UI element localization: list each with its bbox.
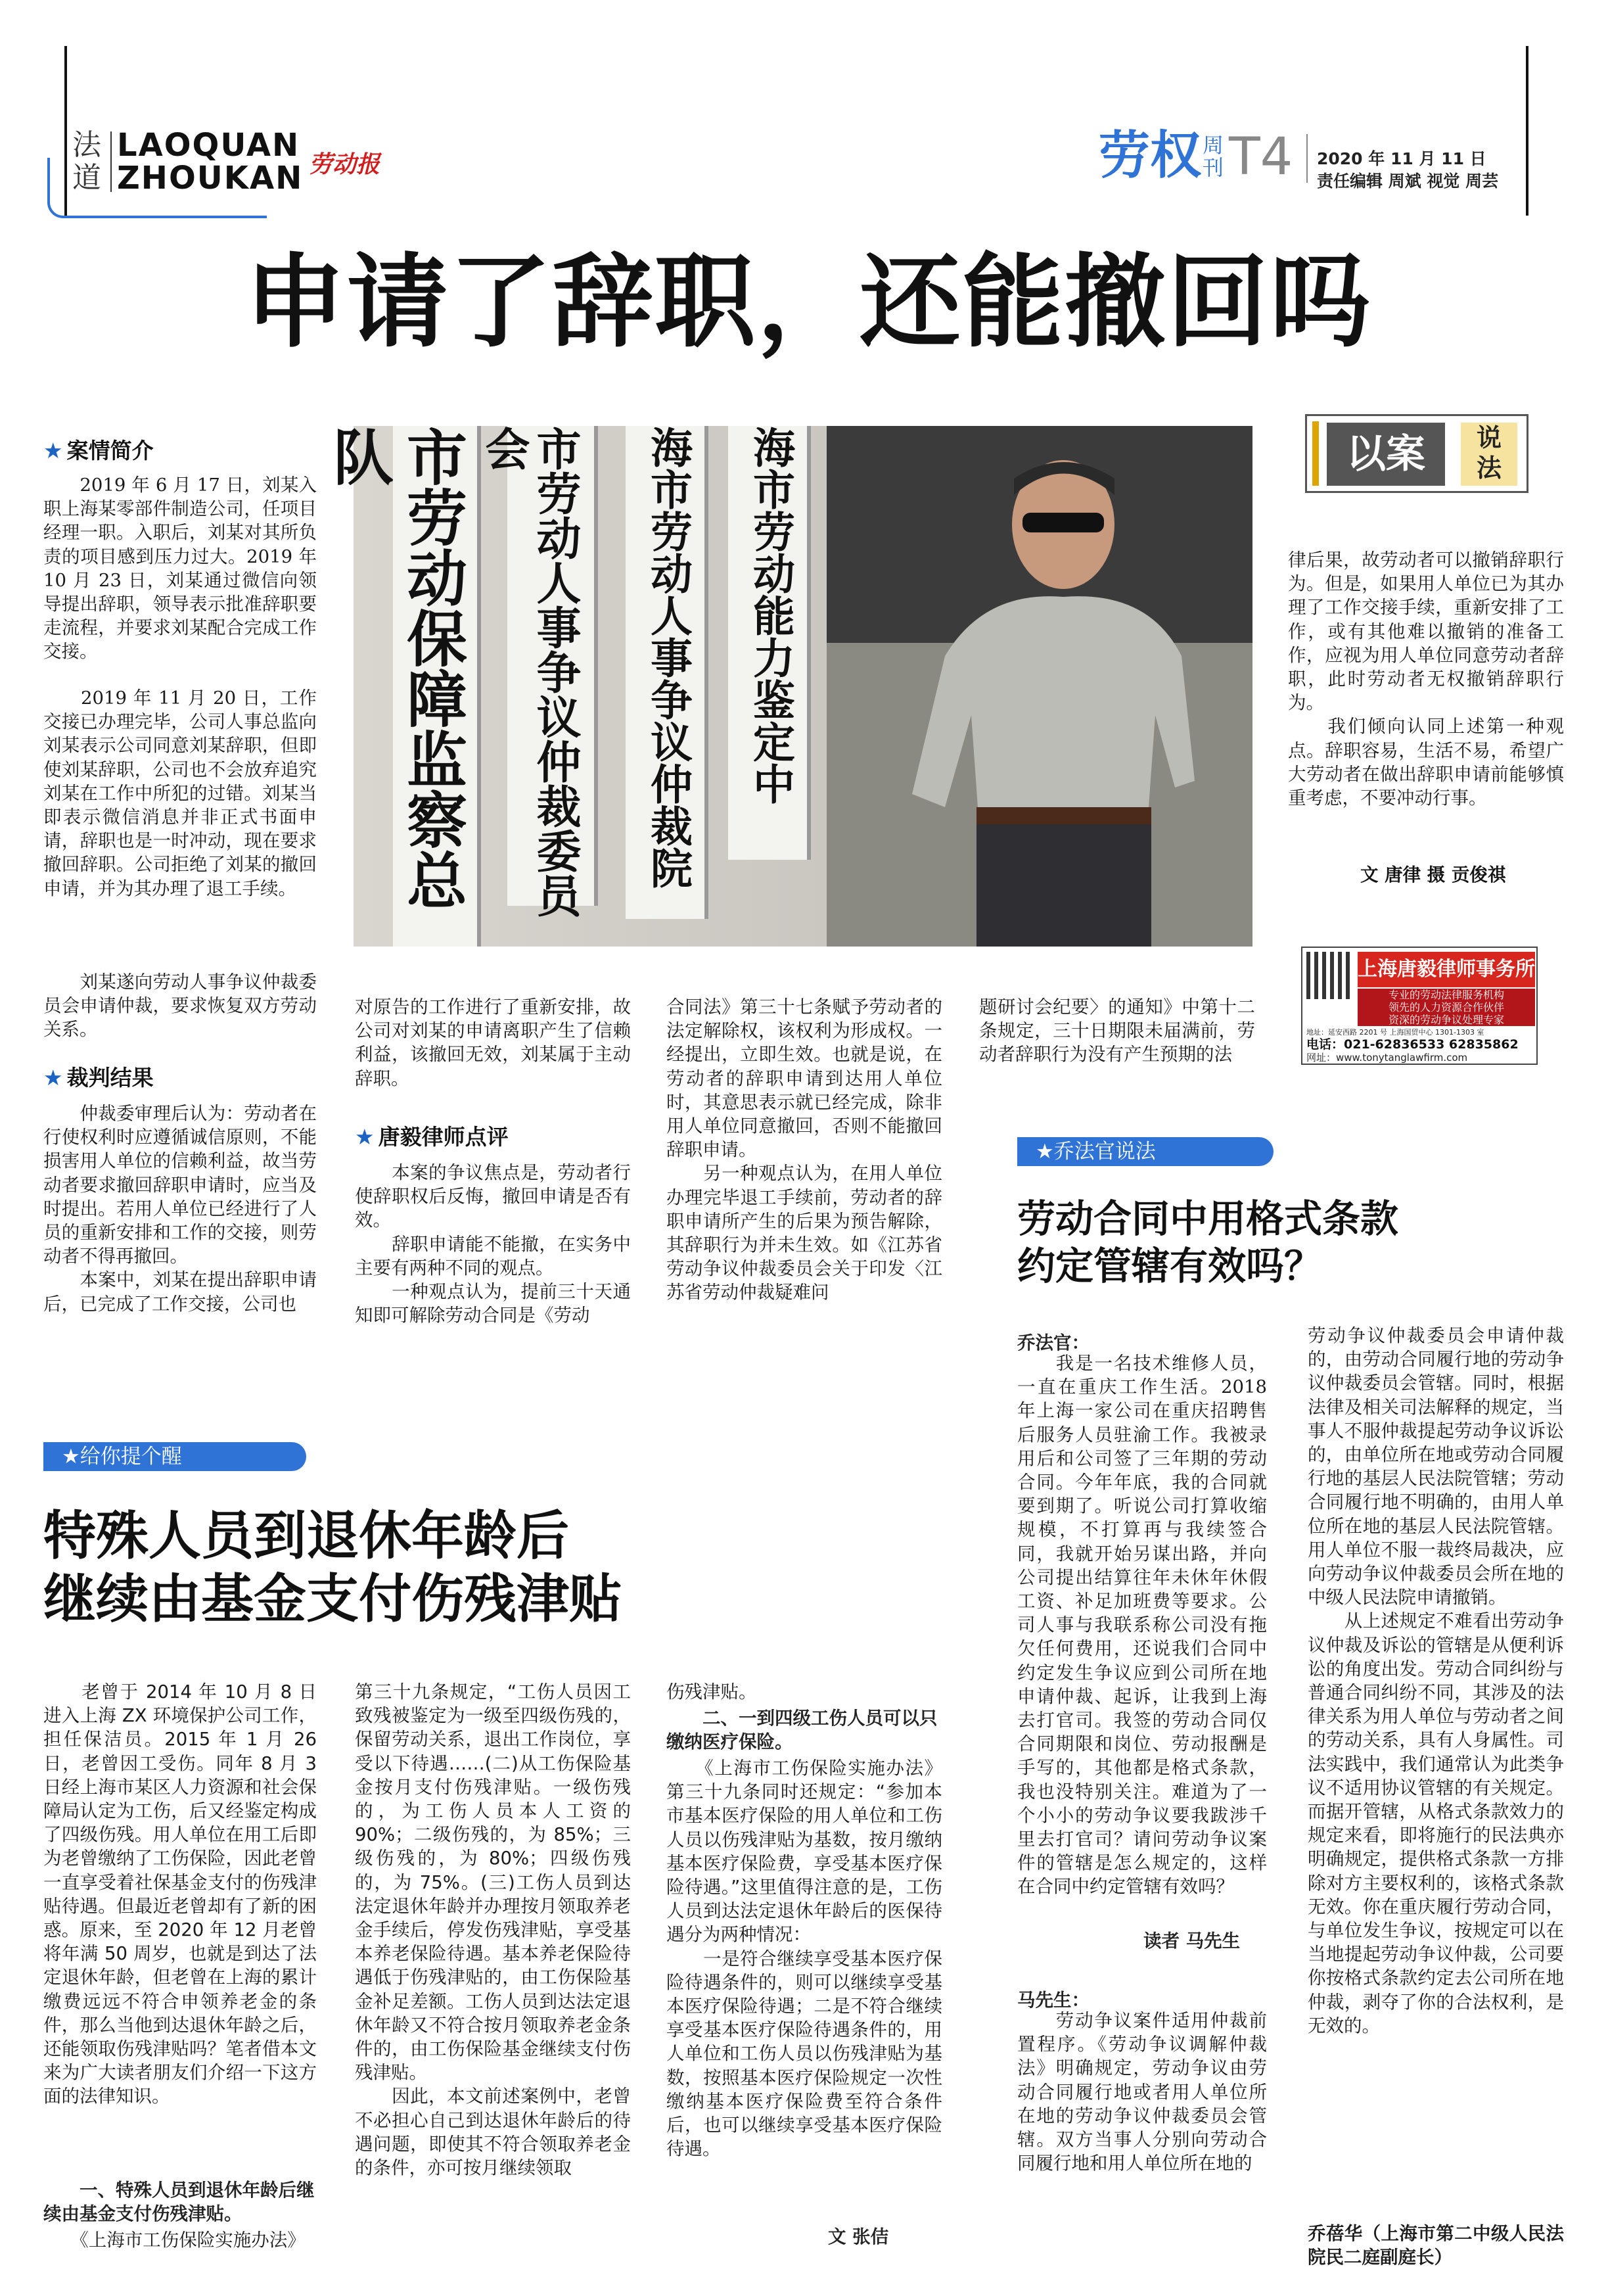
ad-address: 地址：延安西路 2201 号 上海国贸中心 1301-1303 室 [1306,1028,1484,1037]
reminder-col3-b: 《上海市工伤保险实施办法》第三十九条同时还规定：“参加本市基本医疗保险的用人单位和工伤人员以伤残津贴为基数，按月缴纳基本医疗保险费，享受基本医疗保险待遇。”这里值得注意的是，工伤人员到达法定退休年龄后的医保待遇分为两种情况： 一是符合继续享受基本医疗保险待遇条件的，则可以继续享受基本医疗保险待遇；二是不符合继续享受基本医疗保险待遇条件的，用人单位和工伤人员以伤残津贴为基数，按照基本医疗保险规定一次性缴纳基本医疗保险费至符合条件后，也可以继续享受基本医疗保险待遇。 [666,1758,942,2160]
judge-signature: 乔蓓华（上海市第二中级人民法院民二庭副庭长） [1308,2223,1564,2268]
case-summary-title: ★ 案情简介 [43,438,154,463]
qr-code-icon [1306,952,1354,999]
case-col3: 合同法》第三十七条赋予劳动者的法定解除权，该权利为形成权。一经提出，立即生效。也就是说，在劳动者的辞职申请到达用人单位时，其意思表示就已经完成，除非用人单位同意撤回，否则不能撤回辞职申请。 另一种观点认为，在用人单位办理完毕退工手续前，劳动者的辞职申请所产生的后果为预告解除，其辞职行为并未生效。如《江苏省劳动争议仲裁委员会关于印发〈江苏省劳动仲裁疑难问 [666,996,942,1303]
judge-tag: ★乔法官说法 [1017,1137,1274,1166]
lawyer-comment-title: ★ 唐毅律师点评 [355,1124,509,1150]
case-label-right: 说 法 [1461,423,1517,486]
case-col2-top: 对原告的工作进行了重新安排，故公司对刘某的申请离职产生了信赖利益，该撤回无效，刘某属于主动辞职。 [355,996,631,1089]
star-icon: ★ [62,1445,80,1468]
judge-headline: 劳动合同中用格式条款 约定管辖有效吗？ [1017,1196,1399,1288]
judge-reply-salute: 马先生： [1017,1990,1090,2011]
section-name: 劳权 [1099,126,1202,185]
photo-credit: 文 唐律 摄 贡俊祺 [1360,864,1506,885]
judge-salute: 乔法官： [1017,1332,1090,1353]
masthead-fa-dao: 法 道 [72,128,101,195]
issue-date: 2020 年 11 月 11 日 [1317,149,1486,168]
ad-line2: 领先的人力资源合作伙伴 [1358,1001,1535,1014]
photo-sign-3-text: 海市劳动人事争议仲裁院 [643,426,693,889]
main-headline: 申请了辞职，还能撤回吗 [244,243,1372,362]
reminder-sub2: 二、一到四级工伤人员可以只缴纳医疗保险。 [666,1708,938,1753]
masthead-title-en-2: ZHOUKAN [117,160,304,197]
ad-line3: 资深的劳动争议处理专家 [1358,1014,1535,1026]
photo-man [866,439,1234,947]
ad-website: 网址：www.tonytanglawfirm.com [1306,1052,1468,1064]
photo [323,426,1252,947]
editors: 责任编辑 周斌 视觉 周芸 [1317,172,1499,191]
date-separator [1306,134,1308,183]
case-ruling-title: ★ 裁判结果 [43,1065,154,1090]
judge-reply-a: 劳动争议案件适用仲裁前置程序。《劳动争议调解仲裁法》明确规定，劳动争议由劳动合同履行地或者用人单位所在地的劳动争议仲裁委员会管辖。双方当事人分别向劳动合同履行地和用人单位所在地的 [1017,2010,1267,2174]
reminder-col1-a: 老曾于 2014 年 10 月 8 日进入上海 ZX 环境保护公司工作，担任保洁员。2015 年 1 月 26 日，老曾因工受伤。同年 8 月 3 日经上海市某区人力资源和社会保障局认定为工伤，后又经鉴定构成了四级伤残。用人单位在用工后即为老曾缴纳了工伤保险，因此老曾一直享受着社保基金支付的伤残津贴待遇。但最近老曾却有了新的困惑。原来，至 2020 年 12 月老曾将年满 50 周岁，也就是到达了法定退休年龄，但老曾在上海的累计缴费远远不符合申领养老金的条件，那么当他到达退休年龄之后，还能领取伤残津贴吗？笔者借本文来为广大读者朋友们介绍一下这方面的法律知识。 [43,1681,317,2107]
case-label-accent [1312,421,1319,486]
law-firm-ad [1301,947,1538,1065]
reminder-col3-a: 伤残津贴。 [666,1681,757,1702]
masthead-right-rule [1526,46,1528,216]
masthead-title-en-1: LAOQUAN [117,127,300,164]
ad-line1: 专业的劳动法律服务机构 [1358,989,1535,1001]
case-summary-p1: 2019 年 6 月 17 日，刘某入职上海某零部件制造公司，任项目经理一职。入职后，刘某对其所负责的项目感到压力过大。2019 年 10 月 23 日，刘某通过微信向领导提出辞职，领导表示批准辞职要走流程，并要求刘某配合完成工作交接。 [43,475,317,663]
star-icon: ★ [355,1124,375,1150]
reminder-col1-b: 《上海市工伤保险实施办法》 [43,2230,306,2251]
reminder-tag: ★给你提个醒 [43,1442,306,1471]
star-icon: ★ [43,438,63,463]
reminder-headline: 特殊人员到退休年龄后 继续由基金支付伤残津贴 [43,1505,622,1629]
case-label-left: 以案 [1327,423,1445,486]
page-number: T4 [1229,128,1293,187]
case-col4: 题研讨会纪要〉的通知》中第十二条规定，三十日期限未届满前，劳动者辞职行为没有产生预期的法 [979,996,1255,1066]
case-ruling-text: 仲裁委审理后认为：劳动者在行使权利时应遵循诚信原则，不能损害用人单位的信赖利益，故当劳动者要求撤回辞职申请时，应当及时提出。若用人单位已经进行了人员的重新安排和工作的交接，则劳动者不得再撤回。 本案中，刘某在提出辞职申请后，已完成了工作交接，公司也 [43,1103,317,1315]
case-summary-p2: 2019 年 11 月 20 日，工作交接已办理完毕，公司人事总监向刘某表示公司同意刘某辞职，但即使刘某辞职，公司也不会放弃追究刘某在工作中所犯的过错。刘某当即表示微信消息并非正式书面申请，辞职也是一时冲动，现在要求撤回辞职。公司拒绝了刘某的撤回申请，并为其办理了退工手续。 [43,688,317,899]
photo-sign-4-text: 海市劳动能力鉴定中 [746,426,795,805]
section-zhoukan: 周 刊 [1203,133,1224,180]
reminder-col2: 第三十九条规定，“工伤人员因工致残被鉴定为一级至四级伤残的，保留劳动关系，退出工作岗位，享受以下待遇……(二)从工伤保险基金按月支付伤残津贴。一级伤残的，为工伤人员本人工资的 90%；二级伤残的，为 85%；三级伤残的，为 80%；四级伤残的，为 75%。(三)工伤人员到达法定退休年龄并办理按月领取养老金手续后，停发伤残津贴，享受基本养老保险待遇。基本养老保险待遇低于伤残津贴的，由工伤保险基金补足差额。工伤人员到达法定退休年龄又不符合按月领取养老金条件的，由工伤保险基金继续支付伤残津贴。 因此，本文前述案例中，老曾不必担心自己到达退休年龄后的待遇问题，即使其不符合领取养老金的条件，亦可按月继续领取 [355,1681,631,2179]
masthead-divider [110,131,112,192]
case-label [1305,414,1528,493]
judge-letter: 我是一名技术维修人员，一直在重庆工作生活。2018 年上海一家公司在重庆招聘售后服务人员驻渝工作。我被录用后和公司签了三年期的劳动合同。今年年底，我的合同就要到期了。听说公司打算收缩规模，不打算再与我续签合同，我就开始另谋出路，并向公司提出结算往年未休年休假工资、补足加班费等要求。公司人事与我联系称公司没有拖欠任何费用，还说我们合同中约定发生争议应到公司所在地申请仲裁、起诉，让我到上海去打官司。我签的劳动合同仅合同期限和岗位、劳动报酬是手写的，其他都是格式条款，我也没特别关注。难道为了一个小小的劳动争议要我跋涉千里去打官司？请问劳动争议案件的管辖是怎么规定的，这样在合同中约定管辖有效吗？ [1017,1353,1267,1898]
case-summary-p3: 刘某遂向劳动人事争议仲裁委员会申请仲裁，要求恢复双方劳动关系。 [43,972,317,1041]
case-col5: 律后果，故劳动者可以撤销辞职行为。但是，如果用人单位已为其办理了工作交接手续，重新安排了工作，或有其他难以撤销的准备工作，应视为用人单位同意劳动者辞职，此时劳动者无权撤销辞职行为。 我们倾向认同上述第一种观点。辞职容易，生活不易，希望广大劳动者在做出辞职申请前能够慎重考虑，不要冲动行事。 [1288,550,1564,809]
ad-firm-name: 上海唐毅律师事务所 [1358,952,1535,987]
case-col2-rest: 本案的争议焦点是，劳动者行使辞职权后反悔，撤回申请是否有效。 辞职申请能不能撤，在实务中主要有两种不同的观点。 一种观点认为，提前三十天通知即可解除劳动合同是《劳动 [355,1162,631,1326]
reminder-byline: 文 张佶 [828,2226,889,2247]
judge-reader: 读者 马先生 [1143,1931,1241,1952]
reminder-sub1: 一、特殊人员到退休年龄后继续由基金支付伤残津贴。 [43,2180,315,2225]
paper-logo: 劳动报 [309,151,380,178]
ad-phone: 电话：021-62836533 62835862 [1306,1037,1519,1052]
judge-reply-b: 劳动争议仲裁委员会申请仲裁的，由劳动合同履行地的劳动争议仲裁委员会管辖。同时，根据法律及相关司法解释的规定，当事人不服仲裁提起劳动争议诉讼的，由单位所在地或劳动合同履行地的基层人民法院管辖；劳动合同履行地不明确的，由用人单位所在地的基层人民法院管辖。用人单位不服一裁终局裁决，应向劳动争议仲裁委员会所在地的中级人民法院申请撤销。 从上述规定不难看出劳动争议仲裁及诉讼的管辖是从便利诉讼的角度出发。劳动合同纠纷与普通合同纠纷不同，其涉及的法律关系为用人单位与劳动者之间的劳动关系，具有人身属性。司法实践中，我们通常认为此类争议不适用协议管辖的有关规定。而据开管辖，从格式条款效力的规定来看，即将施行的民法典亦明确规定，提供格式条款一方排除对方主要权利的，该格式条款无效。你在重庆履行劳动合同，与单位发生争议，按规定可以在当地提起劳动争议仲裁，公司要你按格式条款约定去公司所在地仲裁，剥夺了你的合法权利，是无效的。 [1308,1325,1564,2036]
photo-sign-2-text: 市劳动人事争议仲裁委员会 [478,426,582,918]
photo-sign-1-text: 市劳动保障监察总队 [323,426,468,910]
star-icon: ★ [1036,1140,1054,1163]
star-icon: ★ [43,1065,63,1090]
